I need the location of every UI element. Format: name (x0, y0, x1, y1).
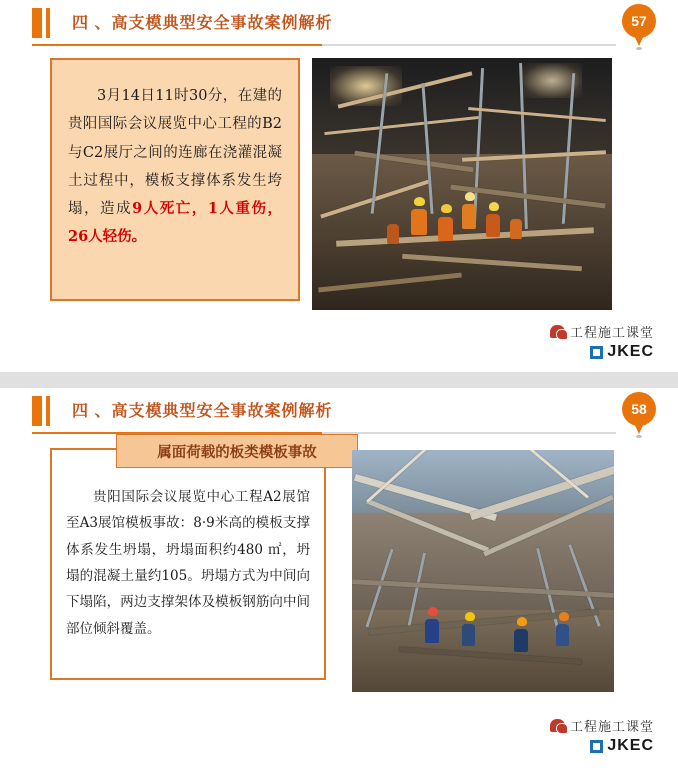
rescue-worker (387, 224, 399, 244)
slide-57 (0, 0, 678, 372)
footer-logo-row (590, 343, 654, 361)
footer-logo-row (590, 737, 654, 755)
helmet-icon (414, 197, 425, 206)
helmet-icon (465, 612, 475, 621)
case-text-body (52, 60, 298, 252)
rescue-worker (411, 209, 427, 235)
helmet-icon (517, 617, 527, 626)
rescue-worker (462, 204, 476, 229)
helmet-icon (428, 607, 438, 616)
rescue-worker (510, 219, 522, 239)
footer-wechat-label: 工程施工课堂 (569, 326, 654, 341)
pin-tail-icon (633, 421, 645, 434)
footer-brand-text: JKEC (607, 737, 654, 754)
header-accent-bar-secondary (46, 396, 50, 426)
wechat-icon (550, 719, 565, 732)
worker (425, 619, 439, 643)
header-accent-bar (32, 8, 42, 38)
pin-tail-icon (633, 33, 645, 46)
footer-brand (550, 322, 654, 361)
case-card-title: 属面荷载的板类模板事故 (116, 434, 358, 468)
jkec-logo-icon (590, 740, 603, 753)
wechat-icon (550, 325, 565, 338)
footer-brand (550, 716, 654, 755)
jkec-logo-icon (590, 346, 603, 359)
header-divider-accent (32, 44, 322, 46)
case-text-highlight: 9人死亡，1人重伤，26人轻伤。 (68, 200, 283, 246)
helmet-icon (489, 202, 499, 211)
header-accent-bar-secondary (46, 8, 50, 38)
footer-wechat-row (550, 322, 654, 341)
case-text-card (50, 443, 326, 680)
rescue-worker (438, 217, 453, 241)
case-text-body: 贵阳国际会议展览中心工程A2展馆至A3展馆模板事故：8·9米高的模板支撑体系发生坍塌，坍塌面积约480 ㎡，坍塌的混凝土量约105。坍塌方式为中间向下塌陷，两边支撑架体及模板钢筋向中间部位倾斜覆盖。 (66, 489, 310, 637)
case-text-card (50, 58, 300, 301)
footer-wechat-label: 工程施工课堂 (569, 720, 654, 735)
helmet-icon (559, 612, 569, 621)
slide-58 (0, 388, 678, 768)
footer-wechat-row (550, 716, 654, 735)
slide-separator (0, 372, 678, 388)
rescue-worker (486, 214, 500, 237)
worker (556, 624, 569, 646)
worker (462, 624, 475, 646)
page-title: 四 、高支模典型安全事故案例解析 (72, 15, 333, 32)
case-text-part1: 3月14日11时30分，在建的贵阳国际会议展览中心工程的B2与C2展厅之间的连廊在浇灌混凝土过程中，模板支撑体系发生垮塌，造成 (68, 88, 282, 218)
page-title: 四 、高支模典型安全事故案例解析 (72, 403, 333, 420)
footer-brand-text: JKEC (607, 343, 654, 360)
worker (514, 629, 528, 652)
page-number-pin (622, 392, 656, 436)
page-number-badge: 58 (622, 392, 656, 426)
helmet-icon (465, 192, 475, 201)
header-accent-bar (32, 396, 42, 426)
slide-header (0, 0, 678, 52)
helmet-icon (441, 204, 452, 213)
page-number-pin (622, 4, 656, 48)
slide-header (0, 388, 678, 440)
accident-photo-2 (352, 450, 614, 692)
page-number-badge: 57 (622, 4, 656, 38)
accident-photo-1 (312, 58, 612, 310)
pin-shadow (636, 47, 642, 50)
pin-shadow (636, 435, 642, 438)
